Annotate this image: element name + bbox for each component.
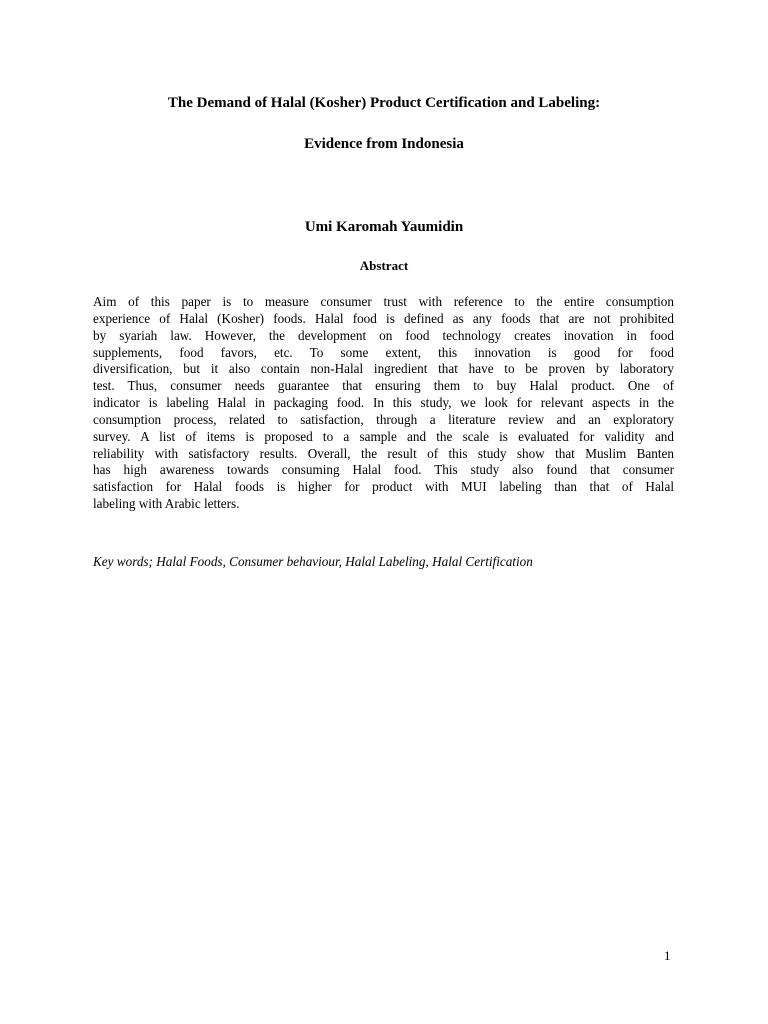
page-number: 1 [664,948,671,963]
abstract-body [93,294,674,513]
keywords: Key words; Halal Foods, Consumer behaviour, Halal Labeling, Halal Certification [93,554,533,569]
abstract-line: supplements, food favors, etc. To some extent, this innovation is good for food [93,344,674,360]
paper-title-line-2: Evidence from Indonesia [304,136,464,152]
paper-title-line-1: The Demand of Halal (Kosher) Product Certification and Labeling: [167,95,601,111]
abstract-line: has high awareness towards consuming Halal food. This study also found that consumer [93,462,674,478]
abstract-line: consumption process, related to satisfaction, through a literature review and an exploratory [93,411,674,427]
abstract-line: diversification, but it also contain non-Halal ingredient that have to be proven by laboratory [93,361,674,377]
abstract-line: reliability with satisfactory results. Overall, the result of this study show that Muslim Banten [93,445,674,461]
abstract-line: satisfaction for Halal foods is higher for product with MUI labeling than that of Halal [93,479,674,495]
abstract-line: test. Thus, consumer needs guarantee that ensuring them to buy Halal product. One of [93,378,674,394]
abstract-line: Aim of this paper is to measure consumer trust with reference to the entire consumption [93,294,674,309]
abstract-heading: Abstract [359,258,409,273]
abstract-line: survey. A list of items is proposed to a sample and the scale is evaluated for validity and [93,428,674,444]
abstract-line: labeling with Arabic letters. [93,496,240,512]
author-name: Umi Karomah Yaumidin [304,219,464,235]
abstract-line: by syariah law. However, the development on food technology creates inovation in food [93,327,674,343]
abstract-line: indicator is labeling Halal in packaging food. In this study, we look for relevant aspects in the [93,395,674,411]
abstract-line: experience of Halal (Kosher) foods. Halal food is defined as any foods that are not prohibited [93,310,674,326]
